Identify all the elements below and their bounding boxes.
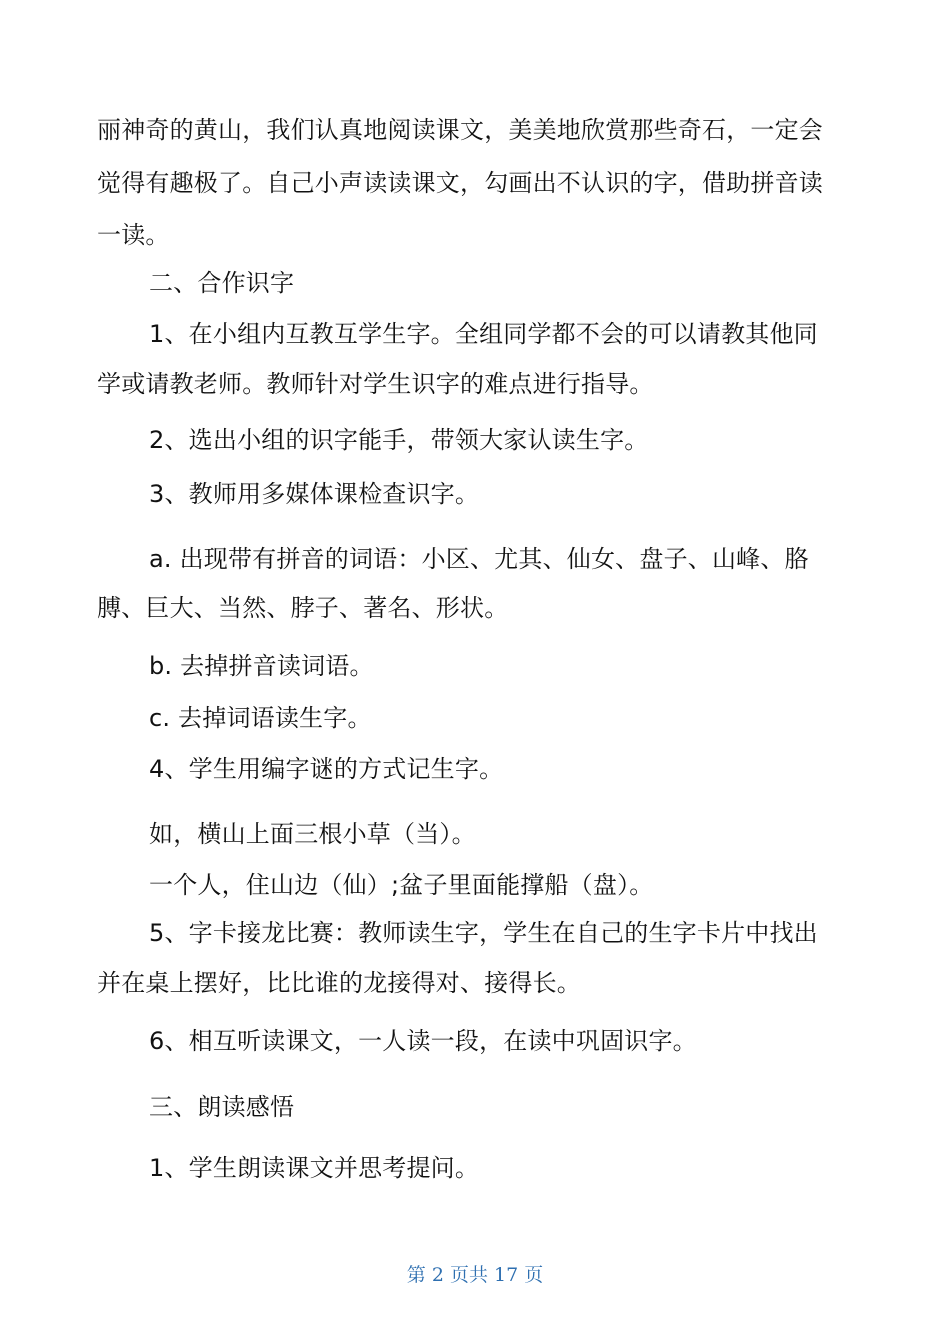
text-line: 丽神奇的黄山，我们认真地阅读课文，美美地欣赏那些奇石，一定会 bbox=[97, 116, 823, 144]
text-line: 1、学生朗读课文并思考提问。 bbox=[149, 1154, 480, 1182]
text-line: 觉得有趣极了。自己小声读读课文，勾画出不认识的字，借助拼音读 bbox=[97, 169, 823, 197]
text-line: 2、选出小组的识字能手，带领大家认读生字。 bbox=[149, 426, 649, 454]
section-heading: 三、朗读感悟 bbox=[149, 1093, 295, 1121]
text-line: 如，横山上面三根小草（当）。 bbox=[149, 820, 476, 848]
text-line: 并在桌上摆好，比比谁的龙接得对、接得长。 bbox=[97, 969, 581, 997]
text-line: c. 去掉词语读生字。 bbox=[149, 704, 372, 732]
text-line: 一读。 bbox=[97, 221, 170, 249]
text-line: 膊、巨大、当然、脖子、著名、形状。 bbox=[97, 594, 509, 622]
section-heading: 二、合作识字 bbox=[149, 269, 295, 297]
text-line: a. 出现带有拼音的词语：小区、尤其、仙女、盘子、山峰、胳 bbox=[149, 545, 809, 573]
text-line: 6、相互听读课文，一人读一段，在读中巩固识字。 bbox=[149, 1027, 697, 1055]
text-line: 1、在小组内互教互学生字。全组同学都不会的可以请教其他同 bbox=[149, 320, 818, 348]
text-line: 5、字卡接龙比赛：教师读生字，学生在自己的生字卡片中找出 bbox=[149, 919, 818, 947]
text-line: 4、学生用编字谜的方式记生字。 bbox=[149, 755, 504, 783]
text-line: b. 去掉拼音读词语。 bbox=[149, 652, 374, 680]
text-line: 学或请教老师。教师针对学生识字的难点进行指导。 bbox=[97, 370, 654, 398]
text-line: 3、教师用多媒体课检查识字。 bbox=[149, 480, 480, 508]
page-number: 第 2 页共 17 页 bbox=[406, 1264, 544, 1286]
text-line: 一个人，住山边（仙）;盆子里面能撑船（盘）。 bbox=[149, 871, 654, 899]
